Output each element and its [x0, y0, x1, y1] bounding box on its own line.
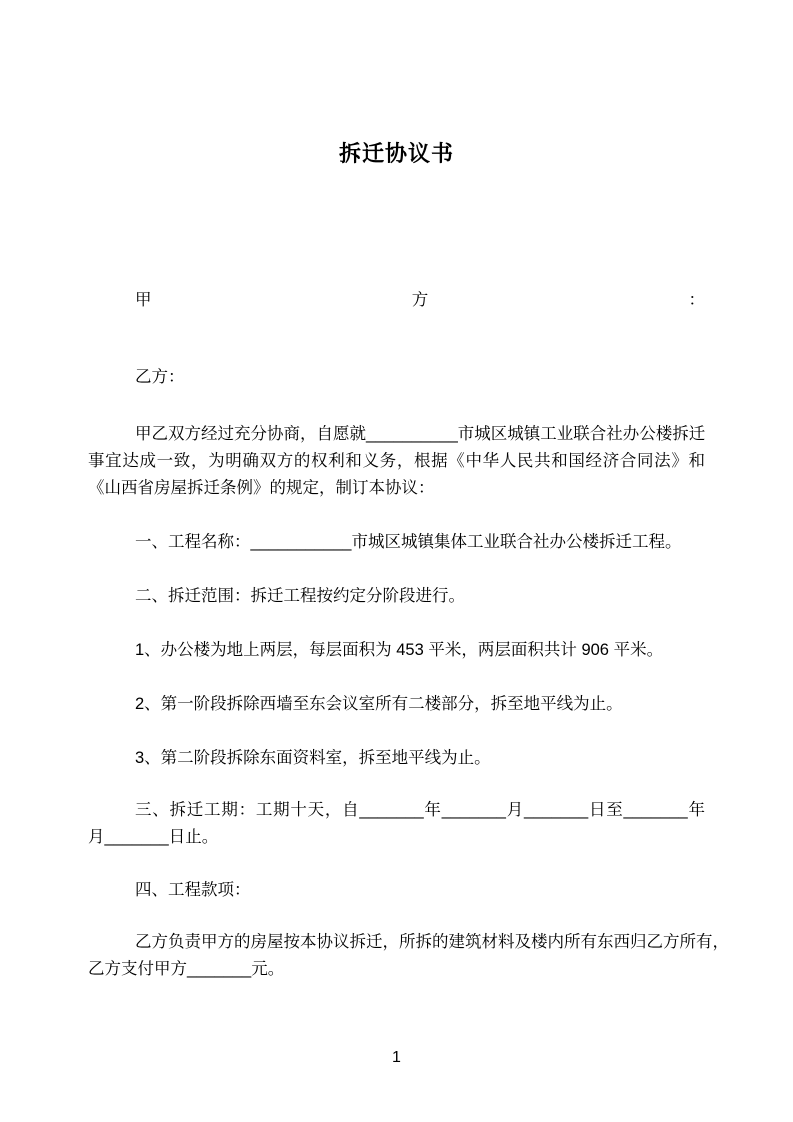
intro-paragraph	[88, 421, 705, 502]
clause-3-line-1: 三、拆迁工期：工期十天，自_______年_______月_______日至_______年	[135, 801, 705, 819]
intro-line-2: 事宜达成一致，为明确双方的权利和义务，根据《中华人民共和国经济合同法》和	[88, 452, 705, 470]
clause-2-sub-2: 2、第一阶段拆除西墙至东会议室所有二楼部分，拆至地平线为止。	[135, 695, 623, 713]
party-b-label: 乙方：	[135, 368, 185, 386]
clause-2-sub-1: 1、办公楼为地上两层，每层面积为 453 平米，两层面积共计 906 平米。	[135, 641, 664, 659]
clause-4-line-2: 乙方支付甲方_______元。	[88, 960, 285, 978]
clause-4-line-1: 乙方负责甲方的房屋按本协议拆迁，所拆的建筑材料及楼内所有东西归乙方所有，	[135, 933, 729, 951]
clause-2-demolition-scope: 二、拆迁范围：拆迁工程按约定分阶段进行。	[135, 587, 465, 605]
page-number: 1	[392, 1049, 401, 1066]
clause-4-payment-heading: 四、工程款项：	[135, 881, 251, 899]
party-a-char-2: 方	[411, 291, 429, 309]
party-a-line	[88, 287, 705, 314]
clause-1-project-name: 一、工程名称：___________市城区城镇集体工业联合社办公楼拆迁工程。	[135, 533, 682, 551]
clause-4-payment-body	[88, 929, 729, 983]
clause-3-construction-period	[88, 797, 705, 851]
clause-3-line-2: 月_______日止。	[88, 828, 219, 846]
document-title: 拆迁协议书	[338, 141, 454, 166]
clause-2-sub-3: 3、第二阶段拆除东面资料室，拆至地平线为止。	[135, 749, 491, 767]
intro-line-1: 甲乙双方经过充分协商，自愿就__________市城区城镇工业联合社办公楼拆迁	[135, 425, 706, 443]
intro-line-3: 《山西省房屋拆迁条例》的规定，制订本协议：	[88, 479, 435, 497]
party-a-colon: ：	[688, 291, 705, 309]
party-a-char-1: 甲	[135, 291, 152, 309]
